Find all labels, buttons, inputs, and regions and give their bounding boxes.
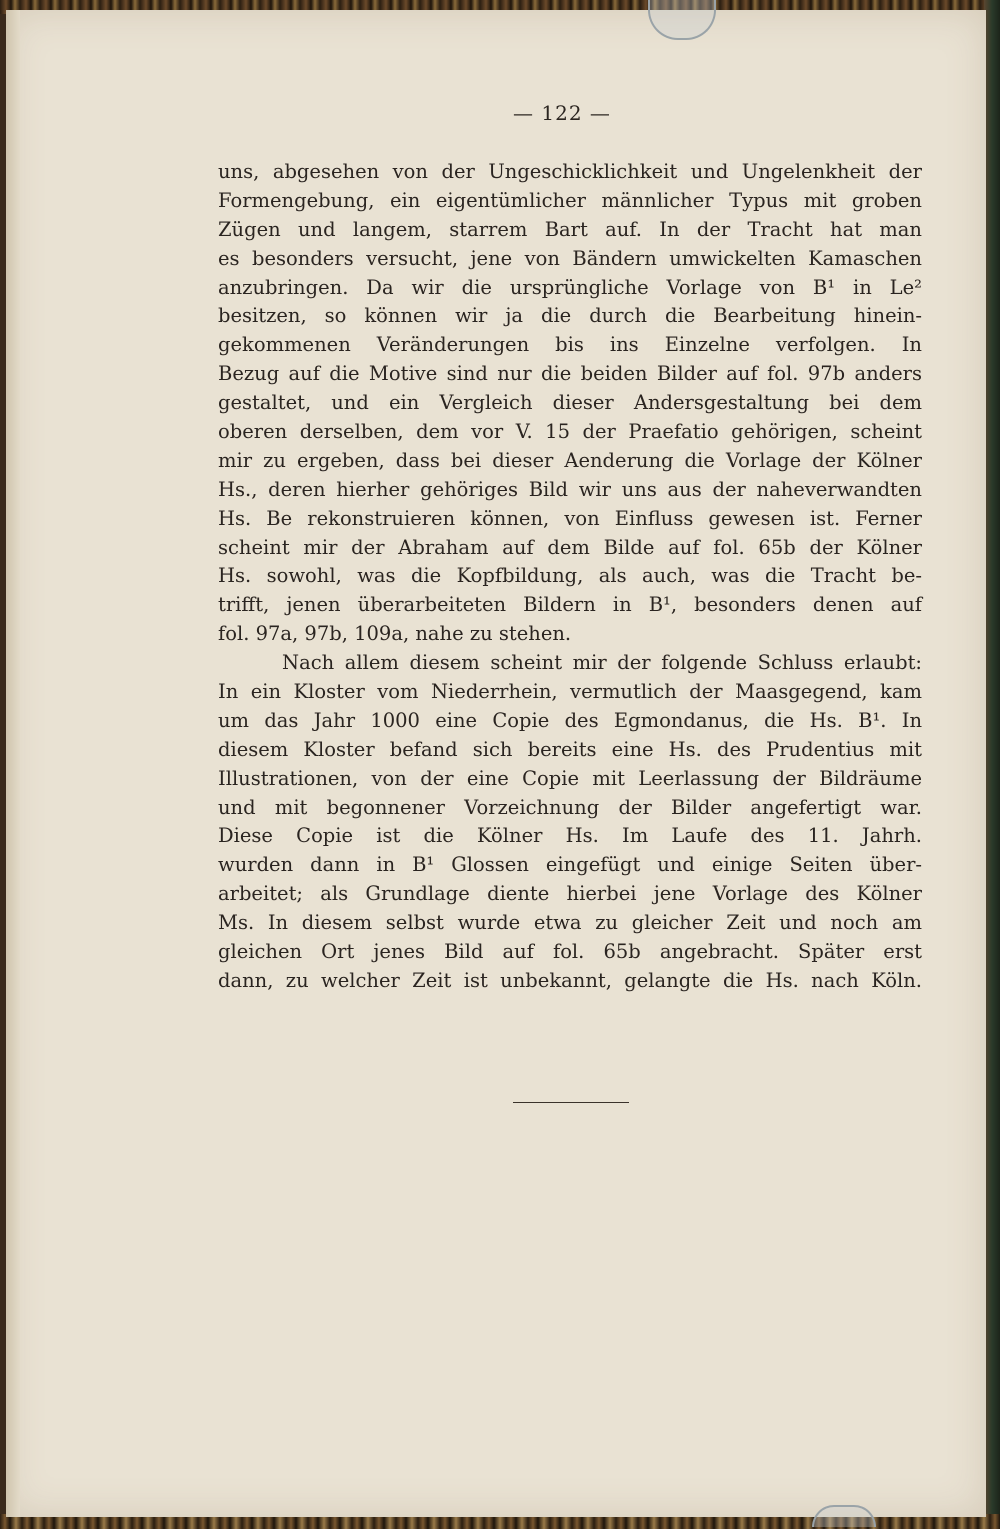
text-line: oberen derselben, dem vor V. 15 der Praefatio gehörigen, scheint [218, 420, 922, 444]
paper-clip-icon [812, 1505, 876, 1527]
text-line: es besonders versucht, jene von Bändern umwickelten Kamaschen [218, 246, 922, 270]
section-end-rule [513, 1102, 629, 1103]
text-line: scheint mir der Abraham auf dem Bilde auf fol. 65b der Kölner [218, 535, 922, 559]
text-line: dann, zu welcher Zeit ist unbekannt, gelangte die Hs. nach Köln. [218, 968, 922, 992]
text-line: Hs. Be rekonstruieren können, von Einfluss gewesen ist. Ferner [218, 506, 922, 530]
page-edge [6, 10, 20, 1517]
paragraph-end-line: fol. 97a, 97b, 109a, nahe zu stehen. [218, 622, 572, 646]
text-line: Zügen und langem, starrem Bart auf. In der Tracht hat man [218, 217, 922, 241]
text-line: gestaltet, und ein Vergleich dieser Andersgestaltung bei dem [218, 391, 922, 415]
text-line: gekommenen Veränderungen bis ins Einzelne verfolgen. In [218, 333, 922, 357]
text-line: wurden dann in B¹ Glossen eingefügt und einige Seiten über- [218, 853, 922, 877]
text-line: um das Jahr 1000 eine Copie des Egmondanus, die Hs. B¹. In [218, 708, 922, 732]
book-binding-right [984, 0, 1000, 1529]
text-line: Hs., deren hierher gehöriges Bild wir uns aus der naheverwandten [218, 477, 922, 501]
text-line: Bezug auf die Motive sind nur die beiden Bilder auf fol. 97b anders [218, 362, 922, 386]
text-line: mir zu ergeben, dass bei dieser Aenderung die Vorlage der Kölner [218, 448, 922, 472]
paragraph-start-line: Nach allem diesem scheint mir der folgende Schluss erlaubt: [282, 651, 922, 675]
text-line: diesem Kloster befand sich bereits eine Hs. des Prudentius mit [218, 737, 922, 761]
page-number: — 122 — [513, 101, 611, 125]
body-text [218, 158, 922, 996]
text-line: Ms. In diesem selbst wurde etwa zu gleicher Zeit und noch am [218, 911, 922, 935]
text-line: Diese Copie ist die Kölner Hs. Im Laufe des 11. Jahrh. [218, 824, 922, 848]
text-line: uns, abgesehen von der Ungeschicklichkeit und Ungelenkheit der [218, 160, 922, 183]
text-line: Illustrationen, von der eine Copie mit Leerlassung der Bildräume [218, 766, 922, 790]
text-line: gleichen Ort jenes Bild auf fol. 65b angebracht. Später erst [218, 940, 922, 964]
text-line: arbeitet; als Grundlage diente hierbei jene Vorlage des Kölner [218, 882, 922, 906]
text-line: trifft, jenen überarbeiteten Bildern in B¹, besonders denen auf [218, 593, 922, 617]
text-line: Formengebung, ein eigentümlicher männlicher Typus mit groben [218, 188, 922, 212]
text-line: In ein Kloster vom Niederrhein, vermutlich der Maasgegend, kam [218, 680, 922, 704]
text-line: anzubringen. Da wir die ursprüngliche Vorlage von B¹ in Le² [218, 275, 922, 299]
text-line: und mit begonnener Vorzeichnung der Bilder angefertigt war. [218, 795, 922, 819]
text-line: besitzen, so können wir ja die durch die Bearbeitung hinein- [218, 304, 922, 328]
text-line: Hs. sowohl, was die Kopfbildung, als auch, was die Tracht be- [218, 564, 922, 588]
